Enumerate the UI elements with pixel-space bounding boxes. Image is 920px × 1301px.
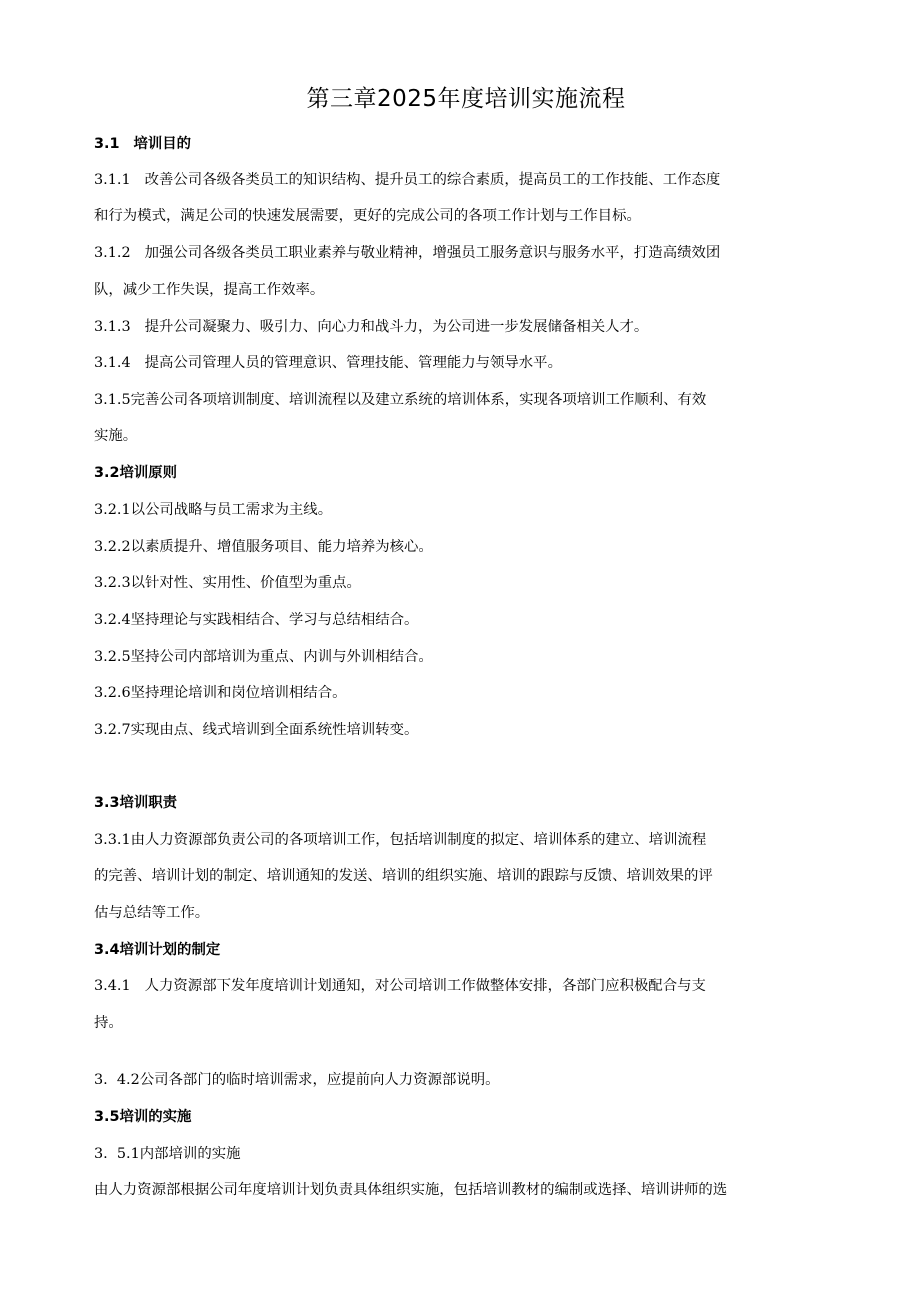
paragraph-text: 改善公司各级各类员工的知识结构、提升员工的综合素质，提高员工的工作技能、工作态度 — [144, 172, 721, 188]
paragraph-line: 和行为模式，满足公司的快速发展需要，更好的完成公司的各项工作计划与工作目标。 — [94, 208, 641, 224]
list-item: 3.2.3以针对性、实用性、价值型为重点。 — [94, 575, 361, 591]
section-heading-3-4: 3.4培训计划的制定 — [94, 942, 221, 958]
paragraph-line: 3.1.5完善公司各项培训制度、培训流程以及建立系统的培训体系，实现各项培训工作顺利、有效 — [94, 392, 707, 408]
document-title: 第三章2025年度培训实施流程 — [306, 86, 626, 112]
section-heading-text: 培训目的 — [133, 136, 192, 152]
section-heading-3-3: 3.3培训职责 — [94, 795, 178, 811]
item-number: 3.1.4 — [94, 355, 131, 371]
section-number: 3.1 — [94, 136, 120, 152]
paragraph-line — [94, 170, 720, 190]
list-item: 3.2.1以公司战略与员工需求为主线。 — [94, 502, 333, 518]
paragraph-line — [94, 353, 562, 373]
section-heading-3-5: 3.5培训的实施 — [94, 1109, 192, 1125]
list-item: 3.2.7实现由点、线式培训到全面系统性培训转变。 — [94, 722, 419, 738]
paragraph-text: 提升公司凝聚力、吸引力、向心力和战斗力，为公司进一步发展储备相关人才。 — [144, 319, 649, 335]
paragraph-line — [94, 243, 720, 263]
paragraph-text: 提高公司管理人员的管理意识、管理技能、管理能力与领导水平。 — [144, 355, 562, 371]
paragraph-line: 3.3.1由人力资源部负责公司的各项培训工作，包括培训制度的拟定、培训体系的建立、培训流程 — [94, 832, 707, 848]
item-number: 3.1.2 — [94, 245, 131, 261]
list-item: 3.2.6坚持理论培训和岗位培训相结合。 — [94, 685, 347, 701]
paragraph-line: 3. 4.2公司各部门的临时培训需求，应提前向人力资源部说明。 — [94, 1072, 500, 1088]
paragraph-text: 人力资源部下发年度培训计划通知，对公司培训工作做整体安排，各部门应积极配合与支 — [144, 978, 706, 994]
paragraph-line: 队，减少工作失误，提高工作效率。 — [94, 282, 325, 298]
item-number: 3.4.1 — [94, 978, 131, 994]
item-number: 3.1.3 — [94, 319, 131, 335]
section-heading-3-1 — [94, 134, 191, 154]
paragraph-line: 估与总结等工作。 — [94, 905, 210, 921]
item-number: 3.1.1 — [94, 172, 131, 188]
paragraph-line — [94, 976, 706, 996]
list-item: 3.2.5坚持公司内部培训为重点、内训与外训相结合。 — [94, 649, 433, 665]
paragraph-line: 由人力资源部根据公司年度培训计划负责具体组织实施，包括培训教材的编制或选择、培训讲师的选 — [94, 1182, 728, 1198]
paragraph-line — [94, 317, 648, 337]
list-item: 3.2.4坚持理论与实践相结合、学习与总结相结合。 — [94, 612, 419, 628]
paragraph-line: 持。 — [94, 1015, 123, 1031]
paragraph-line: 实施。 — [94, 428, 138, 444]
list-item: 3.2.2以素质提升、增值服务项目、能力培养为核心。 — [94, 539, 433, 555]
paragraph-line: 的完善、培训计划的制定、培训通知的发送、培训的组织实施、培训的跟踪与反馈、培训效果的评 — [94, 868, 713, 884]
subsection-heading: 3. 5.1内部培训的实施 — [94, 1146, 241, 1162]
section-heading-3-2: 3.2培训原则 — [94, 465, 178, 481]
paragraph-text: 加强公司各级各类员工职业素养与敬业精神，增强员工服务意识与服务水平，打造高绩效团 — [144, 245, 721, 261]
